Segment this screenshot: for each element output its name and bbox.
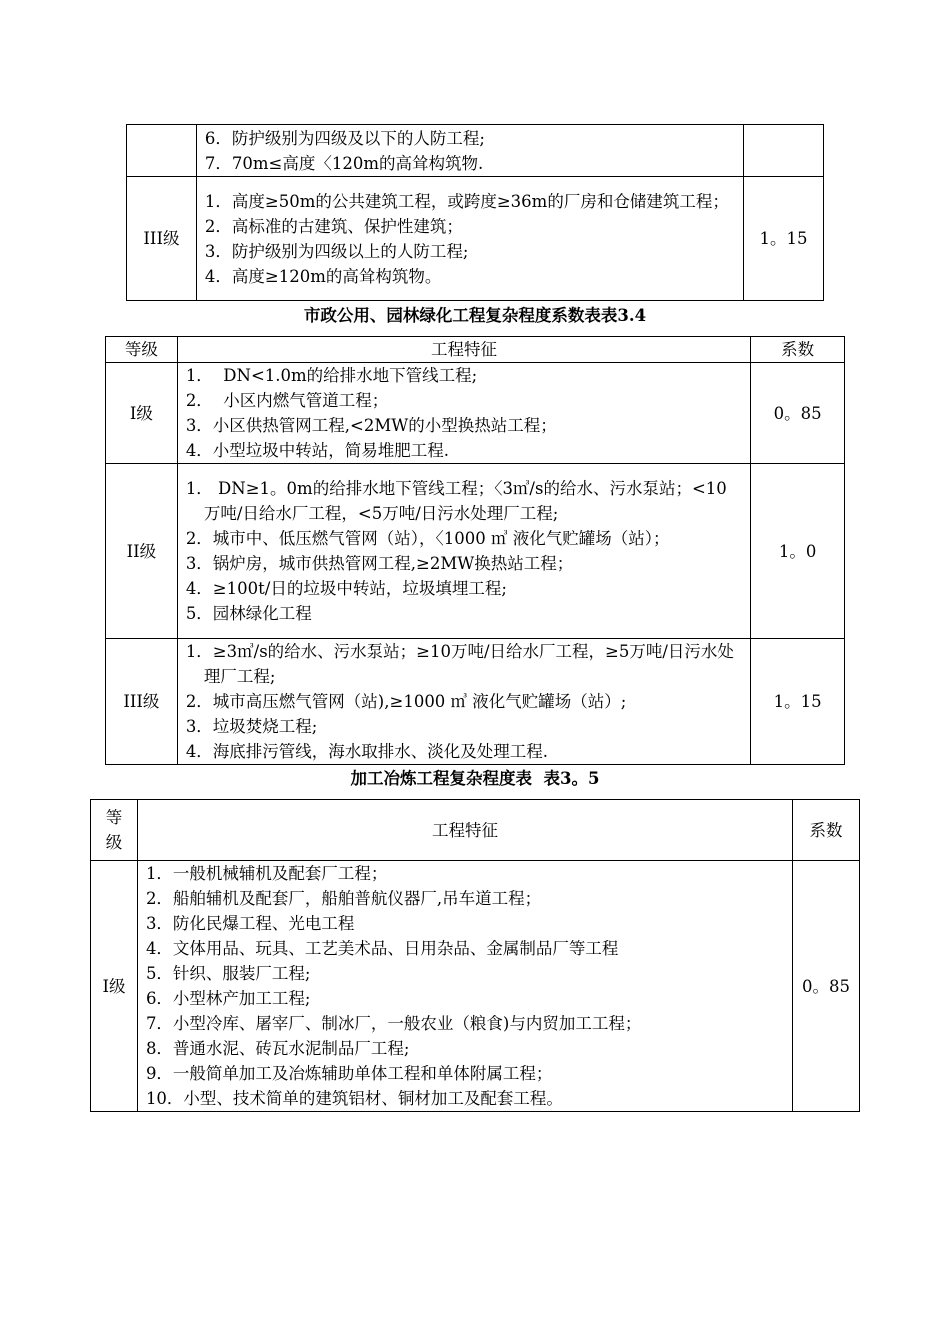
feature-cell bbox=[196, 177, 743, 301]
feature-line: 1． DN≥1。0m的给排水地下管线工程；〈3㎥/s的给水、污水泵站；<10万吨/日给水厂工程，<5万吨/日污水处理厂工程; bbox=[185, 479, 727, 523]
table-row bbox=[106, 464, 845, 639]
grade-cell bbox=[91, 861, 138, 1112]
feature-line: 8．普通水泥、砖瓦水泥制品厂工程; bbox=[145, 1039, 410, 1058]
header-grade-text: 等级 bbox=[105, 808, 123, 852]
feature-line: 10．小型、技术简单的建筑铝材、铜材加工及配套工程。 bbox=[145, 1089, 563, 1108]
feature-line: 1．≥3㎥/s的给水、污水泵站；≥10万吨/日给水厂工程，≥5万吨/日污水处理厂工程; bbox=[185, 642, 734, 686]
header-features: 工程特征 bbox=[137, 800, 792, 861]
table-row bbox=[106, 363, 845, 464]
feature-line: 1． DN<1.0m的给排水地下管线工程; bbox=[185, 366, 478, 385]
feature-cell bbox=[177, 639, 750, 765]
table-3-5 bbox=[90, 799, 860, 1112]
feature-line: 6．防护级别为四级及以下的人防工程; bbox=[204, 128, 485, 148]
feature-line: 3．小区供热管网工程,<2MW的小型换热站工程； bbox=[185, 416, 557, 435]
feature-line: 4．高度≥120m的高耸构筑物。 bbox=[204, 266, 442, 286]
feature-cell bbox=[196, 125, 743, 177]
table-row bbox=[106, 639, 845, 765]
feature-line: 2．高标准的古建筑、保护性建筑； bbox=[204, 216, 463, 236]
feature-line: 2．城市高压燃气管网（站),≥1000 ㎥ 液化气贮罐场（站）; bbox=[185, 692, 627, 711]
feature-line: 7．70m≤高度〈120m的高耸构筑物. bbox=[204, 153, 484, 173]
feature-line: 1．高度≥50m的公共建筑工程，或跨度≥36m的厂房和仓储建筑工程； bbox=[204, 191, 729, 211]
table-3-4 bbox=[105, 336, 845, 765]
header-coef: 系数 bbox=[751, 337, 845, 363]
coef-cell: 1。0 bbox=[751, 464, 845, 639]
grade-cell: III级 bbox=[127, 177, 197, 301]
feature-line: 3．垃圾焚烧工程; bbox=[185, 717, 318, 736]
feature-line: 3．防护级别为四级以上的人防工程; bbox=[204, 241, 469, 261]
feature-line: 3．防化民爆工程、光电工程 bbox=[145, 914, 355, 933]
coef-cell bbox=[744, 125, 824, 177]
feature-line: 5．针织、服装厂工程; bbox=[145, 964, 311, 983]
feature-line: 4．小型垃圾中转站，简易堆肥工程. bbox=[185, 441, 450, 460]
feature-line: 2． 小区内燃气管道工程； bbox=[185, 391, 389, 410]
feature-line: 9．一般简单加工及冶炼辅助单体工程和单体附属工程； bbox=[145, 1064, 553, 1083]
feature-line: 1．一般机械辅机及配套厂工程； bbox=[145, 864, 388, 883]
header-coef: 系数 bbox=[793, 800, 860, 861]
table-row bbox=[91, 861, 860, 1112]
feature-line: 2．船舶辅机及配套厂，船舶普航仪器厂,吊车道工程； bbox=[145, 889, 542, 908]
feature-line: 2．城市中、低压燃气管网（站），〈1000 ㎥ 液化气贮罐场（站）； bbox=[185, 529, 670, 548]
feature-cell bbox=[137, 861, 792, 1112]
feature-cell bbox=[177, 363, 750, 464]
feature-line: 4．文体用品、玩具、工艺美术品、日用杂品、金属制品厂等工程 bbox=[145, 939, 619, 958]
feature-line: 4．≥100t/日的垃圾中转站，垃圾填埋工程; bbox=[185, 579, 507, 598]
grade-cell bbox=[127, 125, 197, 177]
coef-cell: 0。85 bbox=[751, 363, 845, 464]
table-header-row bbox=[91, 800, 860, 861]
grade-cell: III级 bbox=[106, 639, 178, 765]
table-row bbox=[127, 177, 824, 301]
header-grade bbox=[91, 800, 138, 861]
feature-line: 5．园林绿化工程 bbox=[185, 604, 312, 623]
table-header-row bbox=[106, 337, 845, 363]
coef-cell: 1。15 bbox=[751, 639, 845, 765]
coef-cell: 1。15 bbox=[744, 177, 824, 301]
feature-line: 4．海底排污管线，海水取排水、淡化及处理工程. bbox=[185, 742, 549, 761]
grade-cell: I级 bbox=[106, 363, 178, 464]
feature-line: 7．小型冷库、屠宰厂、制冰厂，一般农业（粮食)与内贸加工工程； bbox=[145, 1014, 642, 1033]
table-3-5-caption: 加工冶炼工程复杂程度表 表3。5 bbox=[350, 769, 600, 788]
table-3-3-continued bbox=[126, 124, 824, 301]
feature-line: 6．小型林产加工工程; bbox=[145, 989, 311, 1008]
header-features: 工程特征 bbox=[177, 337, 750, 363]
grade-cell: II级 bbox=[106, 464, 178, 639]
table-row bbox=[127, 125, 824, 177]
table-3-4-caption: 市政公用、园林绿化工程复杂程度系数表表3.4 bbox=[303, 306, 647, 325]
grade-text: I级 bbox=[102, 976, 126, 996]
header-grade: 等级 bbox=[106, 337, 178, 363]
coef-cell: 0。85 bbox=[793, 861, 860, 1112]
feature-cell bbox=[177, 464, 750, 639]
feature-line: 3．锅炉房，城市供热管网工程,≥2MW换热站工程； bbox=[185, 554, 574, 573]
